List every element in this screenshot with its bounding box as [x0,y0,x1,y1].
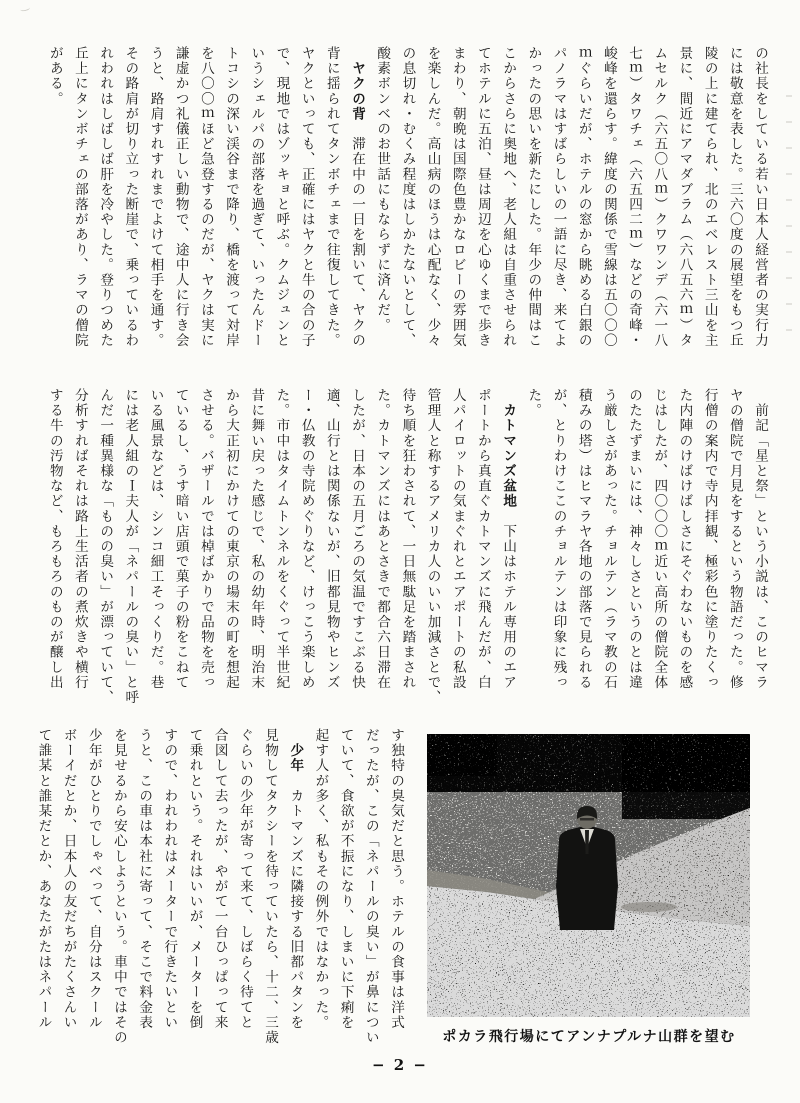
text-column: 人パイロットの気まぐれとエアポートの私設 [449,388,466,690]
text-column: 七ｍ）タワチェ（六五四二ｍ）などの奇峰・ [626,46,643,348]
text-column: したが、日本の五月ごろの気温ですこぶる快 [349,388,365,690]
text-column: じはしたが、四〇〇〇ｍ近い高所の僧院全体 [651,388,668,690]
photo-pokhara-airfield [427,734,750,1017]
text-column: ているし、うす暗い店頭で菓子の粉をこねて [172,388,189,690]
text-column: カトマンズ盆地 下山はホテル専用のエア [500,403,517,691]
text-column: を楽しんだ。高山病のほうは心配なく、少々 [424,46,441,348]
text-column: その路肩が切り立った断崖で、乗っているわ [122,46,139,348]
text-column: パノラマはすばらしいの一語に尽き、来てよ [550,46,567,348]
text-column: すので、われわれはメーターで行きたいとい [161,728,178,1030]
text-column: まわり、朝晩は国際色豊かなロビーの雰囲気 [449,46,466,348]
text-column: のたたずまいには、神々しさというのとは違 [626,388,643,690]
text-column: 適、山行とは関係ないが、旧都見物やヒンズ [323,388,340,690]
text-column: ポートから真直ぐカトマンズに飛んだが、白 [474,388,491,690]
text-column: だったが、この「ネパールの臭い」が鼻につい [362,728,379,1046]
text-column: 合図して去ったが、やがて一台ひっぱって来 [211,728,228,1030]
text-column: た。カトマンズにはあとさきで都合六日滞在 [374,388,391,690]
top-text-band [40,46,772,368]
text-column: うと、路肩すれすれまでよけて相手を通す。 [147,46,164,348]
text-column: する牛の汚物など、もろもろのものが醸し出 [46,388,63,690]
text-column: の息切れ・むくみ程度はしかたないとして、 [399,46,416,348]
text-column: ｍぐらいだが、ホテルの窓から眺める白銀の [575,46,592,348]
text-column: が、とりわけここのチョルテンは印象に残っ [550,388,567,690]
text-column: を八〇〇ｍほど急登するのだが、ヤクは実に [197,46,214,348]
text-column: た内陣のけばけばしさにそぐわないものを感 [676,388,693,690]
text-column: 少年がひとりでしゃべって、自分はスクール [85,728,102,1030]
text-column: には老人組のＩ夫人が「ネパールの臭い」と呼 [122,388,139,706]
text-column: た。市中はタイムトンネルをくぐって半世紀 [273,388,290,690]
text-column: がある。 [46,46,63,107]
text-column: 起す人が多く、私もその例外ではなかった。 [312,728,329,1030]
text-column: 景に、間近にアマダブラム（六八五六ｍ）タ [676,46,693,348]
text-column: て乗れという。それはいいが、メーターを倒 [186,728,203,1030]
text-column: 丘上にタンボチェの部落があり、ラマの僧院 [71,46,88,348]
text-column: で、現地ではゾッキョと呼ぶ。クムジュンと [273,46,290,348]
text-column: て誰某と誰某だとか、あなたがたはネパール [35,728,52,1030]
text-column: 背に揺られてタンボチェまで往復してきた。 [323,46,340,348]
text-column: ー・仏教の寺院めぐりなど、けっこう楽しめ [298,388,315,690]
text-column: う厳しさがあった。チョルテン（ラマ教の石 [600,388,617,690]
bottom-text-band [28,728,408,1054]
text-column: ていて、食欲が不振になり、しまいに下痢を [337,728,354,1030]
text-column: ボーイだとか、日本人の友だちがたくさんい [60,728,77,1030]
photo-caption: ポカラ飛行場にてアンナプルナ山群を望む [442,1029,736,1045]
text-column: を見せるから安心しようという。車中ではその [110,728,127,1046]
text-column: 行僧の案内で寺内拝観、極彩色に塗りたくっ [701,388,718,690]
text-column: んだ一種異様な「ものの臭い」が漂っていて、 [97,388,114,706]
scan-artifact-corner [20,5,31,12]
text-column: 陵の上に建てられ、北のエベレスト三山を主 [701,46,718,348]
text-column: 謙虚かつ礼儀正しい動物で、途中人に行き会 [172,46,189,348]
text-column: ヤクといっても、正確にはヤクと牛の合の子 [298,46,315,348]
text-column: 見物してタクシーを待っていたら、十二、三歳 [262,728,279,1046]
text-column: 峻峰を還らす。緯度の関係で雪線は五〇〇〇 [600,46,617,348]
text-column: 積みの塔）はヒマラヤ各地の部落で見られる [575,388,592,690]
text-column: ヤの僧院で月見をするという物語だった。修 [726,388,743,690]
text-column: 分析すればそれは路上生活者の煮炊きや横行 [71,388,88,690]
text-column: ヤクの背 滞在中の一日を割いて、ヤクの [349,61,365,349]
page-number: − 2 − [371,1056,429,1074]
text-column: ムセルク（六五〇八ｍ）クワワンデ（六一八 [651,46,668,348]
text-column: の社長をしている若い日本人経営者の実行力 [752,46,768,348]
text-column: 酸素ボンベのお世話にもならずに済んだ。 [374,46,391,333]
middle-text-band [40,388,772,714]
photo-illustration [427,734,750,1017]
text-column: から大正初にかけての東京の場末の町を想起 [223,388,240,690]
text-column: いうシェルパの部落を過ぎて、いったんドー [248,46,265,348]
text-column: 昔に舞い戻った感じで、私の幼年時、明治末 [248,388,265,690]
text-column: こからさらに奥地へ、老人組は自重させられ [500,46,517,348]
text-column: トコシの深い渓谷まで降り、橋を渡って対岸 [223,46,240,348]
text-column: 待ち順を狂わされて、一日無駄足を踏まされ [399,388,416,690]
text-column: 前記「星と祭」という小説は、このヒマラ [752,388,768,690]
text-column: かったの思いを新たにした。年少の仲間はこ [525,46,542,348]
text-column: いる風景などは、シンコ細工そっくりだ。巷 [147,388,164,690]
text-column: た。 [525,388,542,419]
text-column: れわれはしばしば肝を冷やした。登りつめた [97,46,114,348]
text-column: ぐらいの少年が寄って来て、しばらく待てと [236,728,253,1030]
scan-artifact-right-margin [786,95,792,335]
text-column: す独特の臭気だと思う。ホテルの食事は洋式 [388,728,404,1030]
text-column: てホテルに五泊、昼は周辺を心ゆくまで歩き [474,46,491,348]
text-column: 管理人と称するアメリカ人のいい加減さとで、 [424,388,441,706]
text-column: させる。バザールでは棹ばかりで品物を売っ [197,388,214,690]
text-column: 少年 カトマンズに隣接する旧都パタンを [287,743,304,1031]
text-column: には敬意を表した。三六〇度の展望をもつ丘 [726,46,743,348]
text-column: うと、この車は本社に寄って、そこで料金表 [136,728,153,1030]
